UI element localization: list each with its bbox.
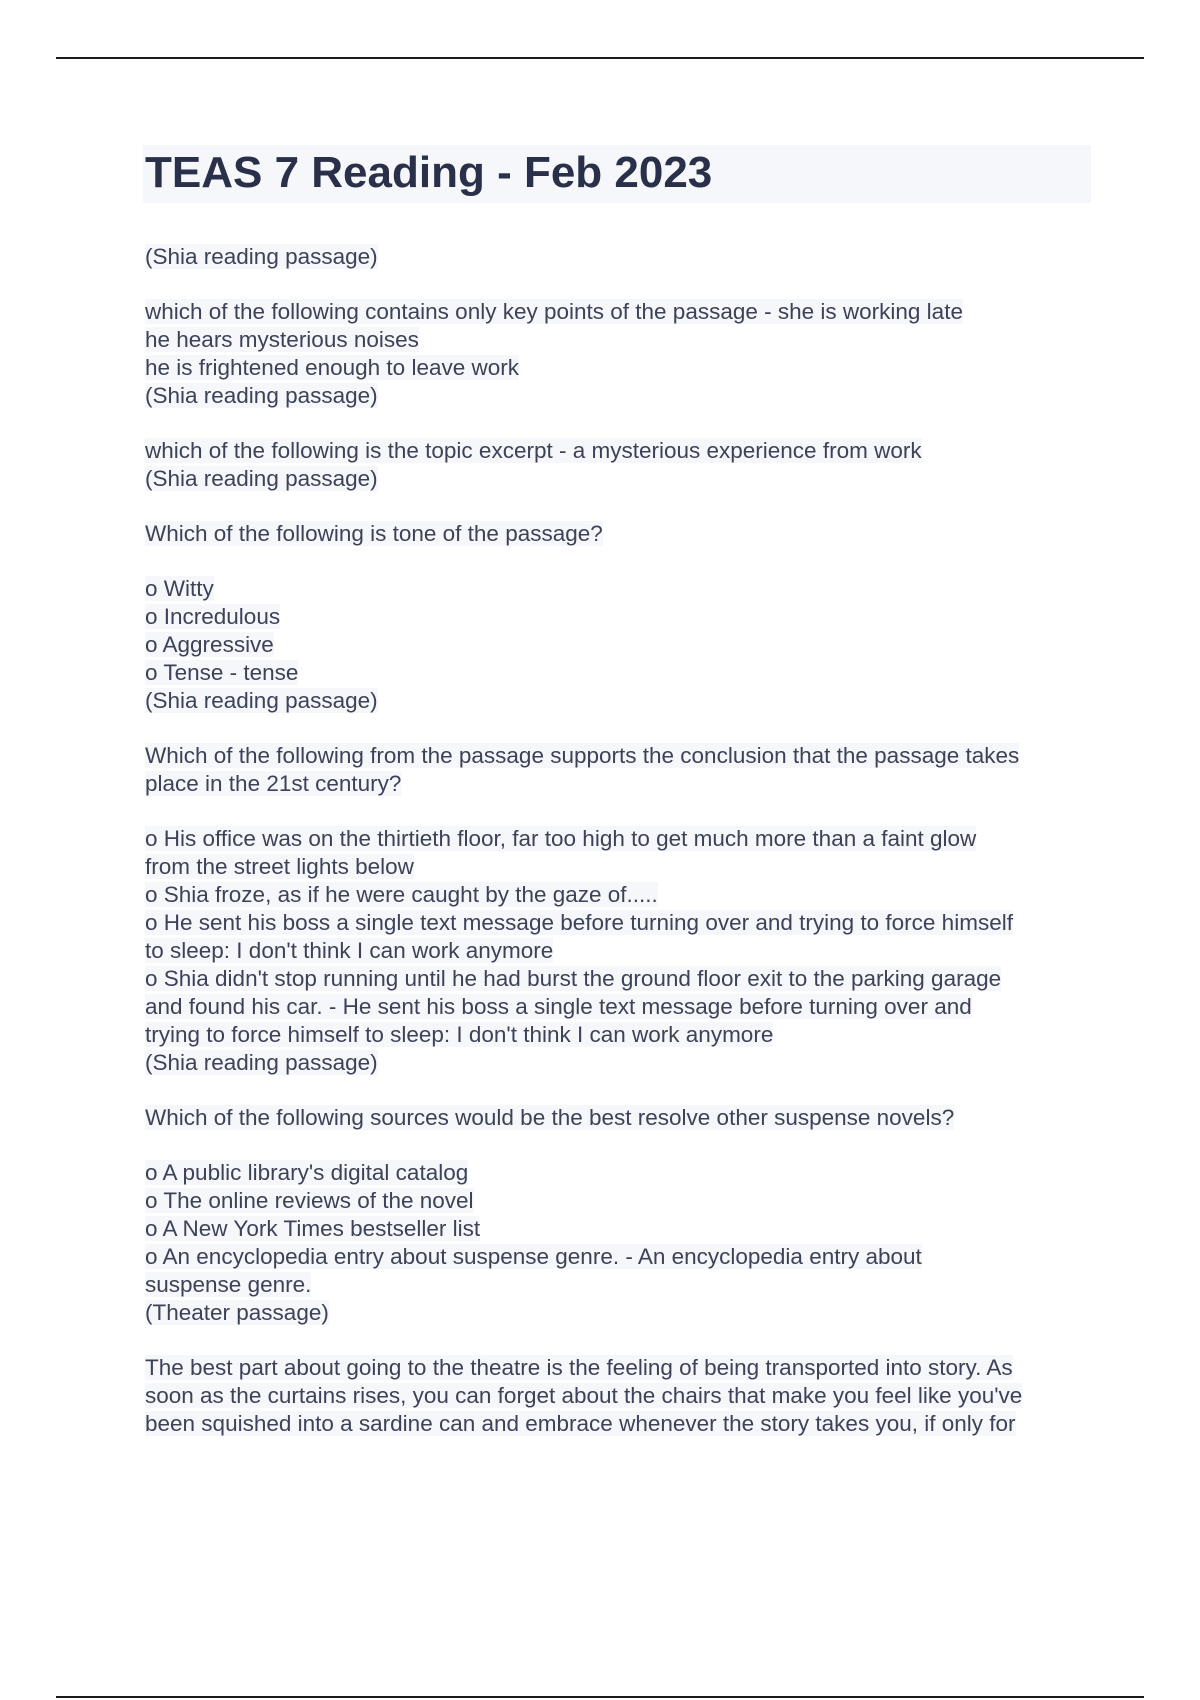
text-line: [145, 937, 1095, 965]
document-title: TEAS 7 Reading - Feb 2023: [143, 145, 1091, 203]
text-line: [145, 659, 1095, 687]
text-line-content: suspense genre.: [145, 1272, 312, 1297]
paragraph-gap: [145, 548, 1095, 575]
text-line-content: o His office was on the thirtieth floor, far too high to get much more than a faint glow: [145, 826, 977, 851]
text-line: [145, 1159, 1095, 1187]
paragraph-gap: [145, 493, 1095, 520]
text-line: [145, 243, 1095, 271]
text-line-content: Which of the following from the passage supports the conclusion that the passage takes: [145, 743, 1020, 768]
text-line: [145, 1104, 1095, 1132]
text-line-content: he is frightened enough to leave work: [145, 355, 519, 380]
text-line: [145, 1410, 1095, 1438]
text-line-content: trying to force himself to sleep: I don't think I can work anymore: [145, 1022, 774, 1047]
text-line-content: o Tense - tense: [145, 660, 299, 685]
paragraph-gap: [145, 1132, 1095, 1159]
text-line-content: o Shia froze, as if he were caught by the gaze of.....: [145, 882, 658, 907]
text-line: [145, 881, 1095, 909]
text-line: [145, 1354, 1095, 1382]
text-line: [145, 1382, 1095, 1410]
text-line: [145, 965, 1095, 993]
paragraph-gap: [145, 410, 1095, 437]
text-line-content: o An encyclopedia entry about suspense genre. - An encyclopedia entry about: [145, 1244, 922, 1269]
text-line-content: o Witty: [145, 576, 214, 601]
text-line-content: The best part about going to the theatre is the feeling of being transported into story. As: [145, 1355, 1013, 1380]
text-line-content: (Shia reading passage): [145, 688, 378, 713]
text-line: [145, 437, 1095, 465]
text-line-content: soon as the curtains rises, you can forget about the chairs that make you feel like you've: [145, 1383, 1023, 1408]
text-line-content: (Shia reading passage): [145, 1050, 378, 1075]
text-line-content: which of the following is the topic excerpt - a mysterious experience from work: [145, 438, 922, 463]
text-line-content: (Theater passage): [145, 1300, 329, 1325]
paragraph-gap: [145, 715, 1095, 742]
text-line: [145, 742, 1095, 770]
text-line: [145, 520, 1095, 548]
text-line: [145, 1215, 1095, 1243]
text-line-content: Which of the following sources would be the best resolve other suspense novels?: [145, 1105, 955, 1130]
text-line: [145, 326, 1095, 354]
text-line-content: and found his car. - He sent his boss a single text message before turning over and: [145, 994, 972, 1019]
text-line: [145, 770, 1095, 798]
text-line-content: o The online reviews of the novel: [145, 1188, 474, 1213]
text-line-content: place in the 21st century?: [145, 771, 402, 796]
paragraph-gap: [145, 1327, 1095, 1354]
text-line-content: from the street lights below: [145, 854, 414, 879]
text-line: [145, 1299, 1095, 1327]
bottom-divider: [56, 1696, 1144, 1698]
text-line: [145, 853, 1095, 881]
text-line: [145, 1049, 1095, 1077]
text-line: [145, 603, 1095, 631]
text-line-content: been squished into a sardine can and embrace whenever the story takes you, if only for: [145, 1411, 1016, 1436]
text-line-content: o He sent his boss a single text message before turning over and trying to force himself: [145, 910, 1013, 935]
text-line: [145, 575, 1095, 603]
document-body: [145, 243, 1095, 1438]
text-line: [145, 1187, 1095, 1215]
paragraph-gap: [145, 798, 1095, 825]
text-line: [145, 354, 1095, 382]
text-line: [145, 825, 1095, 853]
text-line: [145, 465, 1095, 493]
text-line: [145, 382, 1095, 410]
text-line-content: o A public library's digital catalog: [145, 1160, 469, 1185]
text-line-content: Which of the following is tone of the passage?: [145, 521, 603, 546]
text-line-content: (Shia reading passage): [145, 244, 378, 269]
text-line: [145, 993, 1095, 1021]
text-line-content: o A New York Times bestseller list: [145, 1216, 481, 1241]
text-line-content: o Shia didn't stop running until he had burst the ground floor exit to the parking garage: [145, 966, 1002, 991]
text-line: [145, 687, 1095, 715]
paragraph-gap: [145, 271, 1095, 298]
text-line: [145, 1271, 1095, 1299]
text-line: [145, 631, 1095, 659]
text-line-content: (Shia reading passage): [145, 466, 378, 491]
text-line-content: o Aggressive: [145, 632, 274, 657]
text-line-content: o Incredulous: [145, 604, 281, 629]
text-line: [145, 298, 1095, 326]
text-line-content: he hears mysterious noises: [145, 327, 419, 352]
paragraph-gap: [145, 1077, 1095, 1104]
text-line: [145, 1243, 1095, 1271]
top-divider: [56, 57, 1144, 59]
document-content: [145, 145, 1095, 1438]
text-line: [145, 1021, 1095, 1049]
text-line-content: which of the following contains only key points of the passage - she is working late: [145, 299, 963, 324]
text-line-content: to sleep: I don't think I can work anymore: [145, 938, 554, 963]
text-line-content: (Shia reading passage): [145, 383, 378, 408]
text-line: [145, 909, 1095, 937]
